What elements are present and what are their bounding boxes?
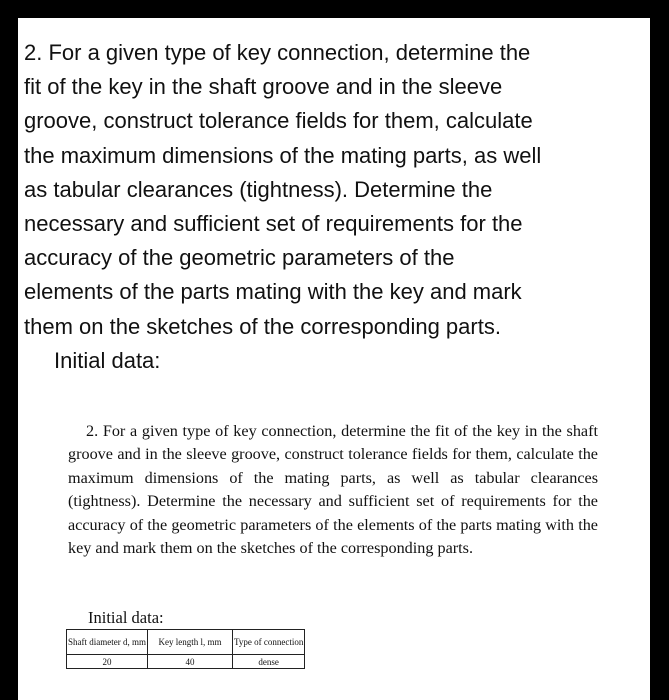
initial-data-label: Initial data: <box>54 348 161 373</box>
header-key-length: Key length l, mm <box>147 630 232 655</box>
cell-key-length: 40 <box>147 655 232 669</box>
problem-statement: 2. For a given type of key connection, determine the fit of the key in the shaft groove and in the sleeve groove, construct tolerance fields for them, calculate the maximum dimensions of the mating parts, as well as tabular clearances (tightness). Determine the necessary and sufficient set of requirements for the accuracy of the geometric parameters of the elements of the parts mating with the key and mark them on the sketches of the corresponding parts. <box>24 40 542 339</box>
document-page <box>18 18 650 700</box>
cell-connection-type: dense <box>232 655 304 669</box>
table-header-row <box>67 630 305 655</box>
scanned-problem-statement: 2. For a given type of key connection, determine the fit of the key in the shaft groove and in the sleeve groove, construct tolerance fields for them, calculate the maximum dimensions of the mating parts, as well as tabular clearances (tightness). Determine the necessary and sufficient set of requirements for the accuracy of the geometric parameters of the elements of the parts mating with the key and mark them on the sketches of the corresponding parts. <box>68 422 598 558</box>
header-shaft-diameter: Shaft diameter d, mm <box>67 630 148 655</box>
table-row <box>67 655 305 669</box>
cell-shaft-diameter: 20 <box>67 655 148 669</box>
scanned-initial-data-label: Initial data: <box>88 608 164 627</box>
initial-data-table <box>66 629 305 669</box>
header-connection-type: Type of connection <box>232 630 304 655</box>
